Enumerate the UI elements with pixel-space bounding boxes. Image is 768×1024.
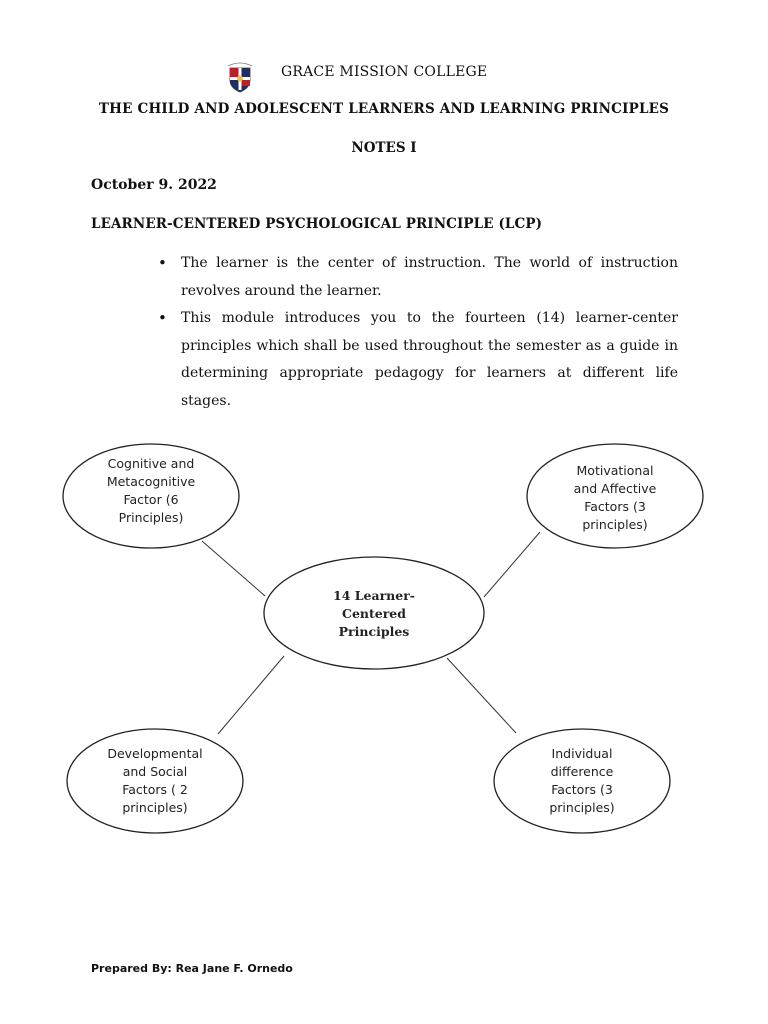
connector-line <box>484 532 540 597</box>
document-title: THE CHILD AND ADOLESCENT LEARNERS AND LEARNING PRINCIPLES <box>98 101 670 117</box>
node-bottom-left-label: Developmental and Social Factors ( 2 principles) <box>107 746 203 815</box>
node-top-left-label: Cognitive and Metacognitive Factor (6 Principles) <box>106 456 196 525</box>
node-top-right-label: Motivational and Affective Factors (3 principles) <box>573 463 657 532</box>
bullet-list <box>158 250 678 415</box>
prepared-by: Prepared By: Rea Jane F. Ornedo <box>91 962 293 975</box>
center-node-label: 14 Learner-Centered Principles <box>333 588 415 639</box>
document-subtitle: NOTES I <box>351 140 417 156</box>
document-date: October 9. 2022 <box>91 177 217 193</box>
connector-line <box>202 541 265 596</box>
college-seal-icon <box>224 56 256 94</box>
connector-line <box>218 656 284 734</box>
connector-line <box>447 658 516 733</box>
bullet-item: • This module introduces you to the fourteen (14) learner-center principles which shall be used throughout the semester as a guide in determining appropriate pedagogy for learners at different life stages. <box>158 305 678 415</box>
node-bottom-right-label: Individual difference Factors (3 principles) <box>549 746 615 815</box>
section-heading: LEARNER-CENTERED PSYCHOLOGICAL PRINCIPLE (LCP) <box>91 216 543 232</box>
college-name: GRACE MISSION COLLEGE <box>281 64 488 80</box>
bullet-item: • The learner is the center of instruction. The world of instruction revolves around the learner. <box>158 250 678 305</box>
